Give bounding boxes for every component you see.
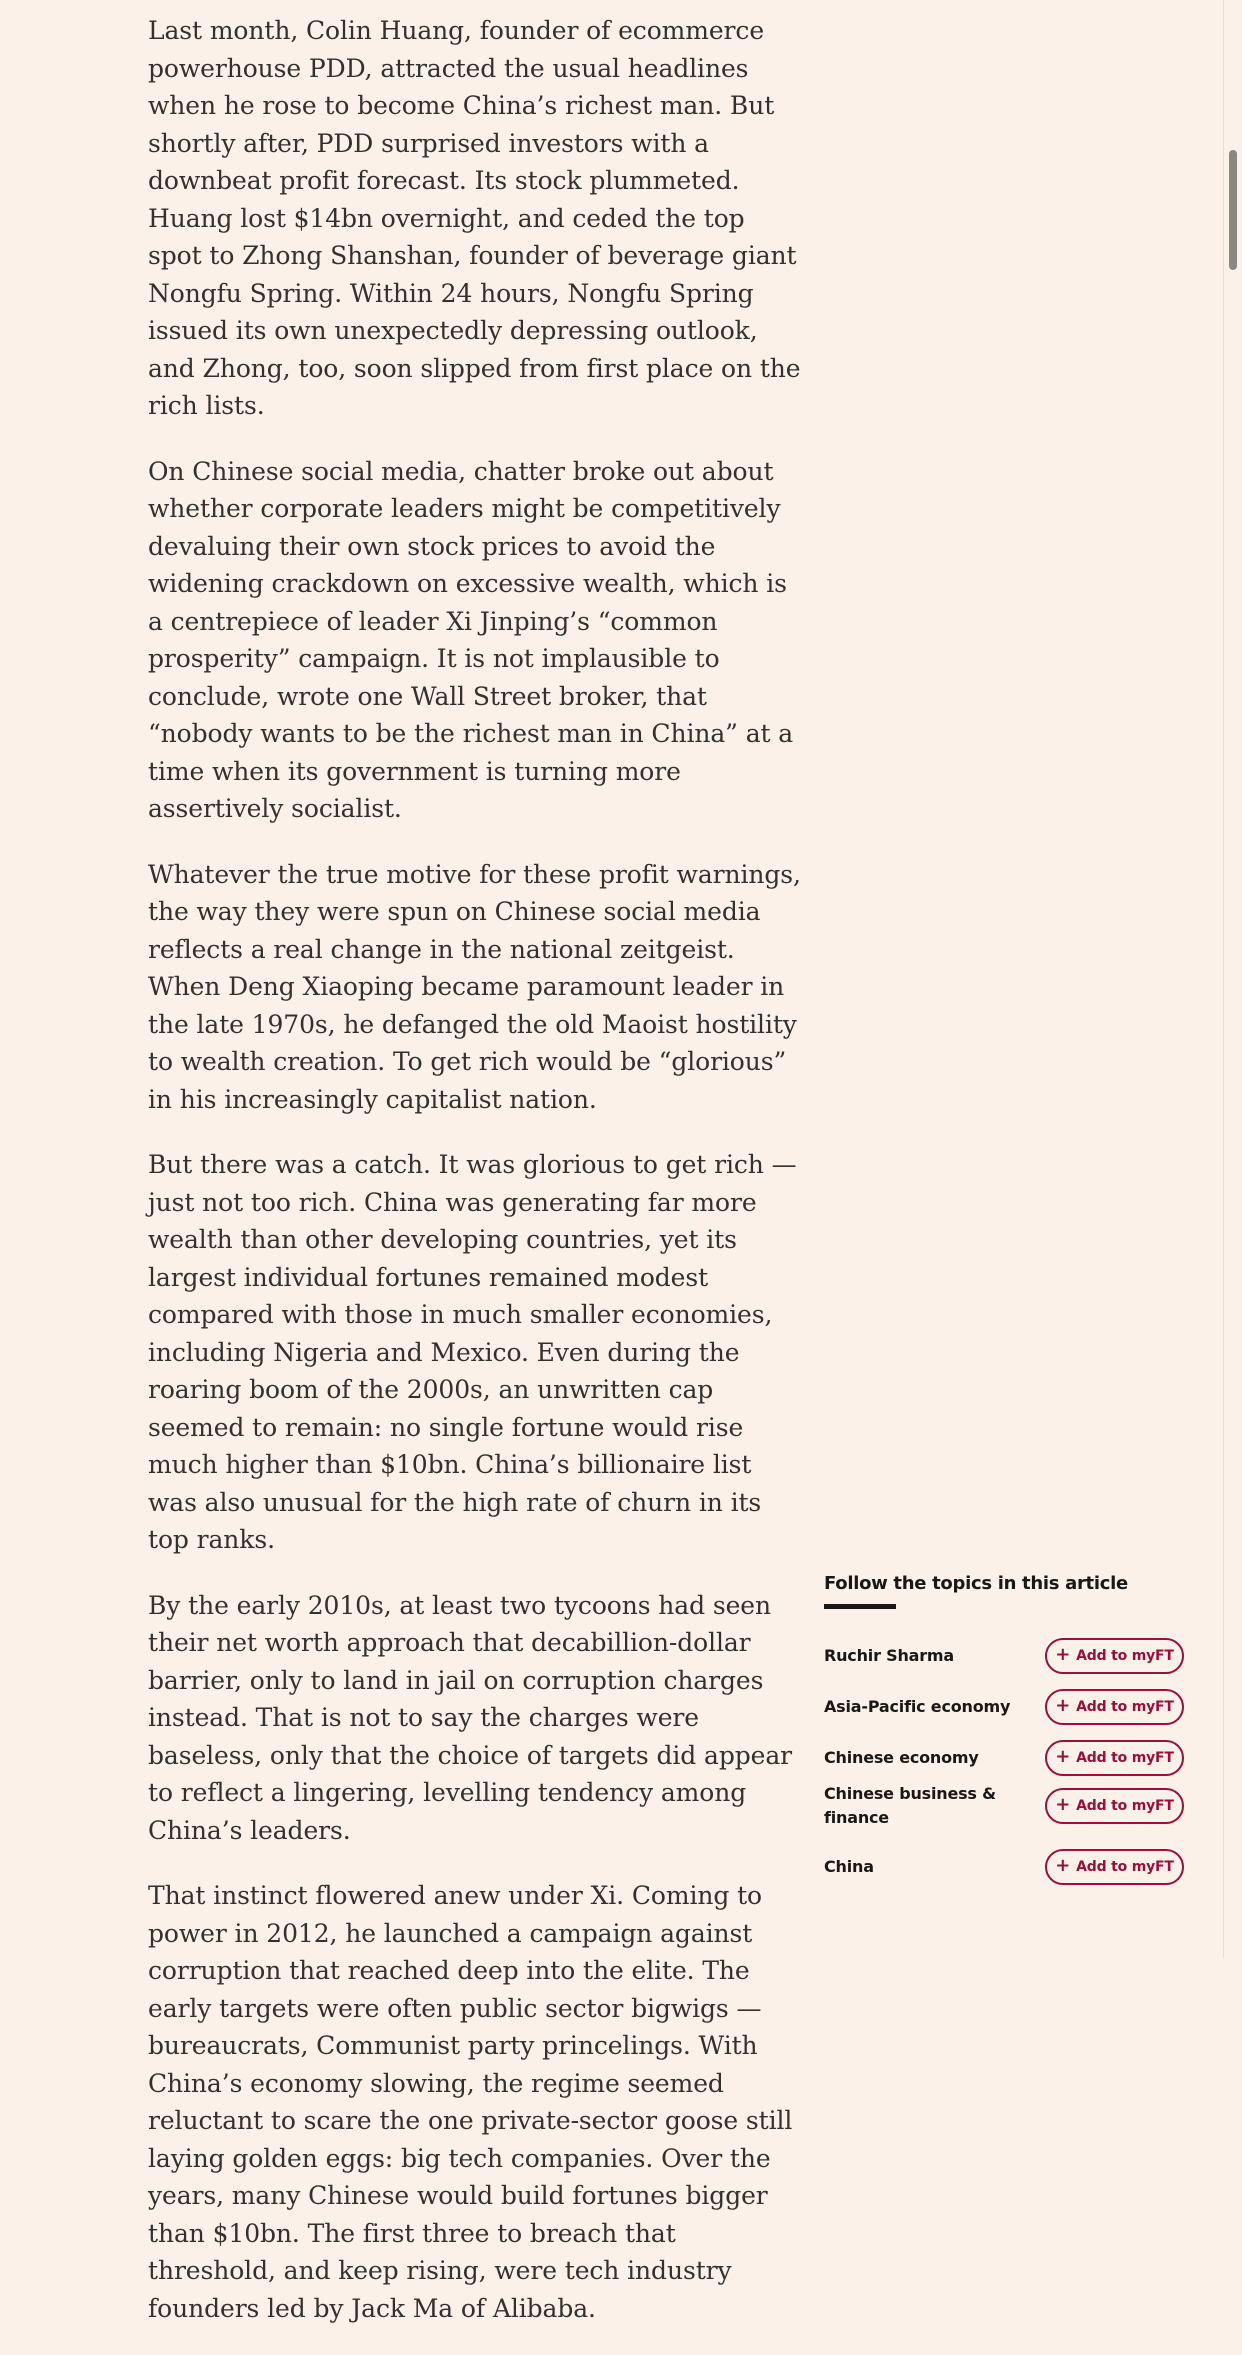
topic-name: Ruchir Sharma bbox=[824, 1646, 955, 1665]
plus-icon: + bbox=[1055, 1695, 1071, 1716]
topic-name: Chinese business & finance bbox=[824, 1784, 996, 1827]
article-body bbox=[148, 0, 804, 2355]
article-paragraph: On Chinese social media, chatter broke out about whether corporate leaders might be competitively devaluing their own stock prices to avoid the widening crackdown on excessive wealth, which is a centrepiece of leader Xi Jinping’s “common prosperity” campaign. It is not implausible to conclude, wrote one Wall Street broker, that “nobody wants to be the richest man in China” at a time when its government is turning more assertively socialist. bbox=[148, 456, 794, 823]
plus-icon: + bbox=[1055, 1746, 1071, 1767]
follow-topics-panel bbox=[824, 1573, 1184, 1876]
add-to-myft-button[interactable] bbox=[1045, 1849, 1184, 1885]
add-to-myft-label: Add to myFT bbox=[1076, 1648, 1174, 1664]
plus-icon: + bbox=[1055, 1794, 1071, 1815]
article-paragraph: But there was a catch. It was glorious to get rich — just not too rich. China was generating far more wealth than other developing countries, yet its largest individual fortunes remained modest compared with those in much smaller economies, including Nigeria and Mexico. Even during the roaring boom of the 2000s, an unwritten cap seemed to remain: no single fortune would rise much higher than $10bn. China’s billionaire list was also unusual for the high rate of churn in its top ranks. bbox=[148, 1150, 797, 1554]
plus-icon: + bbox=[1055, 1855, 1071, 1876]
article-paragraph: By the early 2010s, at least two tycoons had seen their net worth approach that decabillion-dollar barrier, only to land in jail on corruption charges instead. That is not to say the charges were baseless, only that the choice of targets did appear to reflect a lingering, levelling tendency among China’s leaders. bbox=[148, 1590, 793, 1845]
topics-heading-rule bbox=[824, 1604, 896, 1609]
topic-row bbox=[824, 1638, 1184, 1674]
article-paragraph: Last month, Colin Huang, founder of ecommerce powerhouse PDD, attracted the usual headlines when he rose to become China’s richest man. But shortly after, PDD surprised investors with a downbeat profit forecast. Its stock plummeted. Huang lost $14bn overnight, and ceded the top spot to Zhong Shanshan, founder of beverage giant Nongfu Spring. Within 24 hours, Nongfu Spring issued its own unexpectedly depressing outlook, and Zhong, too, soon slipped from first place on the rich lists. bbox=[148, 16, 801, 420]
plus-icon: + bbox=[1055, 1644, 1071, 1665]
topic-name: China bbox=[824, 1857, 874, 1876]
topic-row bbox=[824, 1689, 1184, 1725]
add-to-myft-button[interactable] bbox=[1045, 1788, 1184, 1824]
add-to-myft-label: Add to myFT bbox=[1076, 1859, 1174, 1875]
scrollbar-thumb[interactable] bbox=[1229, 150, 1237, 270]
add-to-myft-label: Add to myFT bbox=[1076, 1798, 1174, 1814]
topic-row bbox=[824, 1849, 1184, 1885]
article-paragraph: That instinct flowered anew under Xi. Coming to power in 2012, he launched a campaign against corruption that reached deep into the elite. The early targets were often public sector bigwigs — bureaucrats, Communist party princelings. With China’s economy slowing, the regime seemed reluctant to scare the one private-sector goose still laying golden eggs: big tech companies. Over the years, many Chinese would build fortunes bigger than $10bn. The first three to breach that threshold, and keep rising, were tech industry founders led by Jack Ma of Alibaba. bbox=[148, 1881, 793, 2323]
add-to-myft-label: Add to myFT bbox=[1076, 1699, 1174, 1715]
add-to-myft-button[interactable] bbox=[1045, 1740, 1184, 1776]
topic-name: Asia-Pacific economy bbox=[824, 1697, 1011, 1716]
topics-heading: Follow the topics in this article bbox=[824, 1573, 1128, 1594]
vertical-scrollbar[interactable] bbox=[1223, 0, 1242, 1958]
add-to-myft-button[interactable] bbox=[1045, 1638, 1184, 1674]
topic-row bbox=[824, 1740, 1184, 1776]
topic-name: Chinese economy bbox=[824, 1748, 979, 1767]
add-to-myft-button[interactable] bbox=[1045, 1689, 1184, 1725]
add-to-myft-label: Add to myFT bbox=[1076, 1750, 1174, 1766]
topic-row bbox=[824, 1782, 1184, 1830]
article-paragraph: Whatever the true motive for these profit warnings, the way they were spun on Chinese social media reflects a real change in the national zeitgeist. When Deng Xiaoping became paramount leader in the late 1970s, he defanged the old Maoist hostility to wealth creation. To get rich would be “glorious” in his increasingly capitalist nation. bbox=[148, 859, 801, 1114]
